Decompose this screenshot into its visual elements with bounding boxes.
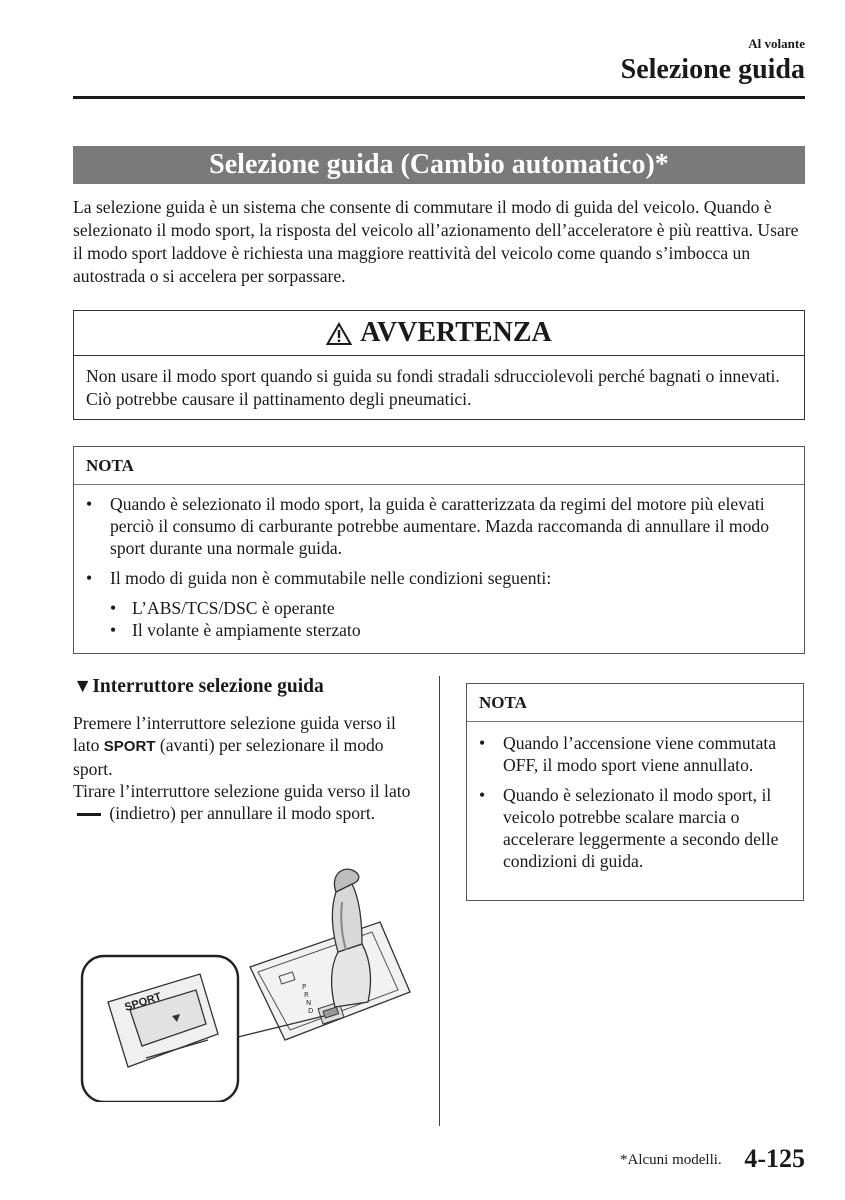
page-header-title: Selezione guida [620, 54, 805, 85]
column-divider [439, 676, 440, 1126]
page-number: 4-125 [744, 1144, 805, 1173]
callout-sport-label: SPORT [123, 990, 163, 1014]
header-rule [73, 96, 805, 99]
note-heading: NOTA [467, 684, 803, 722]
section-title: Selezione guida (Cambio automatico)* [73, 146, 805, 184]
note-list [74, 493, 794, 649]
subsection-title: ▼Interruttore selezione guida [73, 676, 324, 697]
svg-text:P: P [302, 983, 307, 991]
warning-box [73, 310, 805, 420]
drive-selection-illustration [80, 862, 420, 1102]
note-heading: NOTA [74, 447, 804, 485]
note-box [73, 446, 805, 654]
note-item: • Quando è selezionato il modo sport, il veicolo potrebbe scalare marcia o accelerare leggermente a secondo delle condizioni di guida. [467, 784, 793, 872]
note-subitem: • Il volante è ampiamente sterzato [110, 619, 794, 641]
warning-header [74, 311, 804, 356]
shifter-console [250, 922, 410, 1040]
footnote: *Alcuni modelli. [620, 1152, 722, 1168]
switch-callout [82, 956, 238, 1102]
warning-title: AVVERTENZA [360, 317, 552, 348]
warning-triangle-icon [326, 322, 352, 346]
intro-paragraph: La selezione guida è un sistema che consente di commutare il modo di guida del veicolo. Quando è selezionato il modo sport, la risposta del veicolo all’azionamento dell’acceleratore è più reattiva. Usare il modo sport laddove è richiesta una maggiore reattività del veicolo come quando s’imbocca un autostrada o si accelera per sorpassare. [73, 197, 799, 286]
triangle-marker-icon: ▼ [73, 676, 93, 697]
dash-symbol-icon [77, 813, 101, 816]
note-box-2 [466, 683, 804, 901]
switch-paragraph-2: Tirare l’interruttore selezione guida verso il lato (indietro) per annullare il modo sport. [73, 781, 411, 823]
note-sublist [110, 597, 794, 641]
note-list [467, 732, 793, 880]
warning-text: Non usare il modo sport quando si guida su fondi stradali sdrucciolevoli perché bagnati o innevati. Ciò potrebbe causare il pattinamento degli pneumatici. [86, 366, 780, 409]
switch-description [73, 712, 418, 824]
note-subitem: • L’ABS/TCS/DSC è operante [110, 597, 794, 619]
svg-text:D: D [308, 1007, 314, 1015]
note-item: • Il modo di guida non è commutabile nelle condizioni seguenti: • L’ABS/TCS/DSC è operante • Il volante è ampiamente sterzato [74, 567, 794, 641]
svg-text:R: R [304, 991, 309, 999]
note-item: • Quando l’accensione viene commutata OFF, il modo sport viene annullato. [467, 732, 793, 776]
svg-text:N: N [306, 999, 312, 1007]
switch-paragraph-1: Premere l’interruttore selezione guida verso il lato SPORT (avanti) per selezionare il modo sport. [73, 713, 396, 779]
chapter-label: Al volante [748, 36, 805, 51]
note-item: • Quando è selezionato il modo sport, la guida è caratterizzata da regimi del motore più elevati perciò il consumo di carburante potrebbe aumentare. Mazda raccomanda di annullare il modo sport durante una normale guida. [74, 493, 794, 559]
sport-label: SPORT [103, 738, 156, 755]
